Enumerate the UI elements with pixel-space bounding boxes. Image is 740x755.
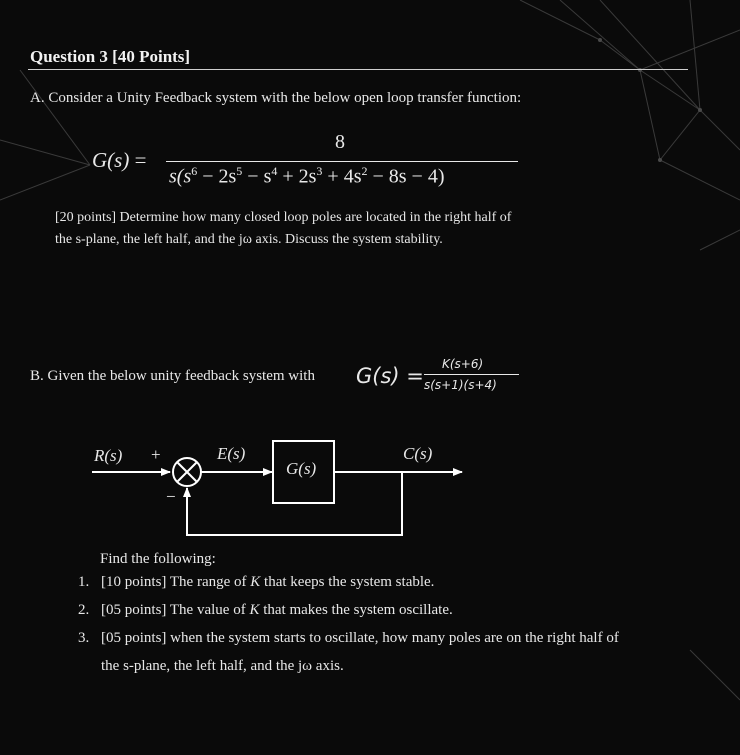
summing-junction — [173, 458, 201, 486]
list-item-number: 3. — [78, 630, 90, 646]
part-a-fraction-bar — [166, 161, 518, 162]
part-a-question-line-1: [20 points] Determine how many closed loop poles are located in the right half of — [55, 210, 512, 225]
part-b-equation-lhs: G(s) = — [356, 364, 424, 388]
title-underline — [28, 69, 688, 70]
part-a-intro: A. Consider a Unity Feedback system with the below open loop transfer function: — [30, 90, 522, 106]
block-label: G(s) — [286, 459, 317, 478]
part-b-intro: B. Given the below unity feedback system with — [30, 368, 315, 384]
summing-cross-1 — [177, 462, 197, 482]
list-item-number: 1. — [78, 574, 90, 590]
list-item-number: 2. — [78, 602, 90, 618]
g-of-s: G(s) — [92, 148, 130, 172]
part-b-numerator: K(s+6) — [442, 357, 484, 371]
part-b-denominator: s(s+1)(s+4) — [424, 378, 497, 392]
part-a-question-line-2: the s-plane, the left half, and the jω axis. Discuss the system stability. — [55, 232, 443, 247]
equals-sign: = — [134, 148, 147, 172]
plus-sign: + — [151, 445, 161, 464]
question-title: Question 3 [40 Points] — [30, 47, 191, 66]
part-a-equation-lhs — [92, 148, 146, 173]
list-item: [10 points] The range of K that keeps the system stable. — [101, 574, 435, 590]
list-item: [05 points] The value of K that makes the system oscillate. — [101, 602, 453, 618]
input-label: R(s) — [94, 446, 123, 465]
feedback-path — [187, 472, 402, 535]
find-heading: Find the following: — [100, 551, 216, 567]
part-b-fraction-bar — [424, 374, 519, 375]
output-label: C(s) — [403, 444, 433, 463]
part-a-denominator: $s(s^6 - 2s^5 - s^4 + 2s^3 + 4s^2 - 8s - 4)$ — [169, 164, 445, 188]
list-item: [05 points] when the system starts to oscillate, how many poles are on the right half of — [101, 630, 619, 646]
part-a-numerator: 8 — [335, 131, 345, 153]
summing-cross-2 — [177, 462, 197, 482]
error-label: E(s) — [217, 444, 246, 463]
minus-sign: − — [166, 487, 176, 506]
list-item-continuation: the s-plane, the left half, and the jω axis. — [101, 658, 344, 674]
